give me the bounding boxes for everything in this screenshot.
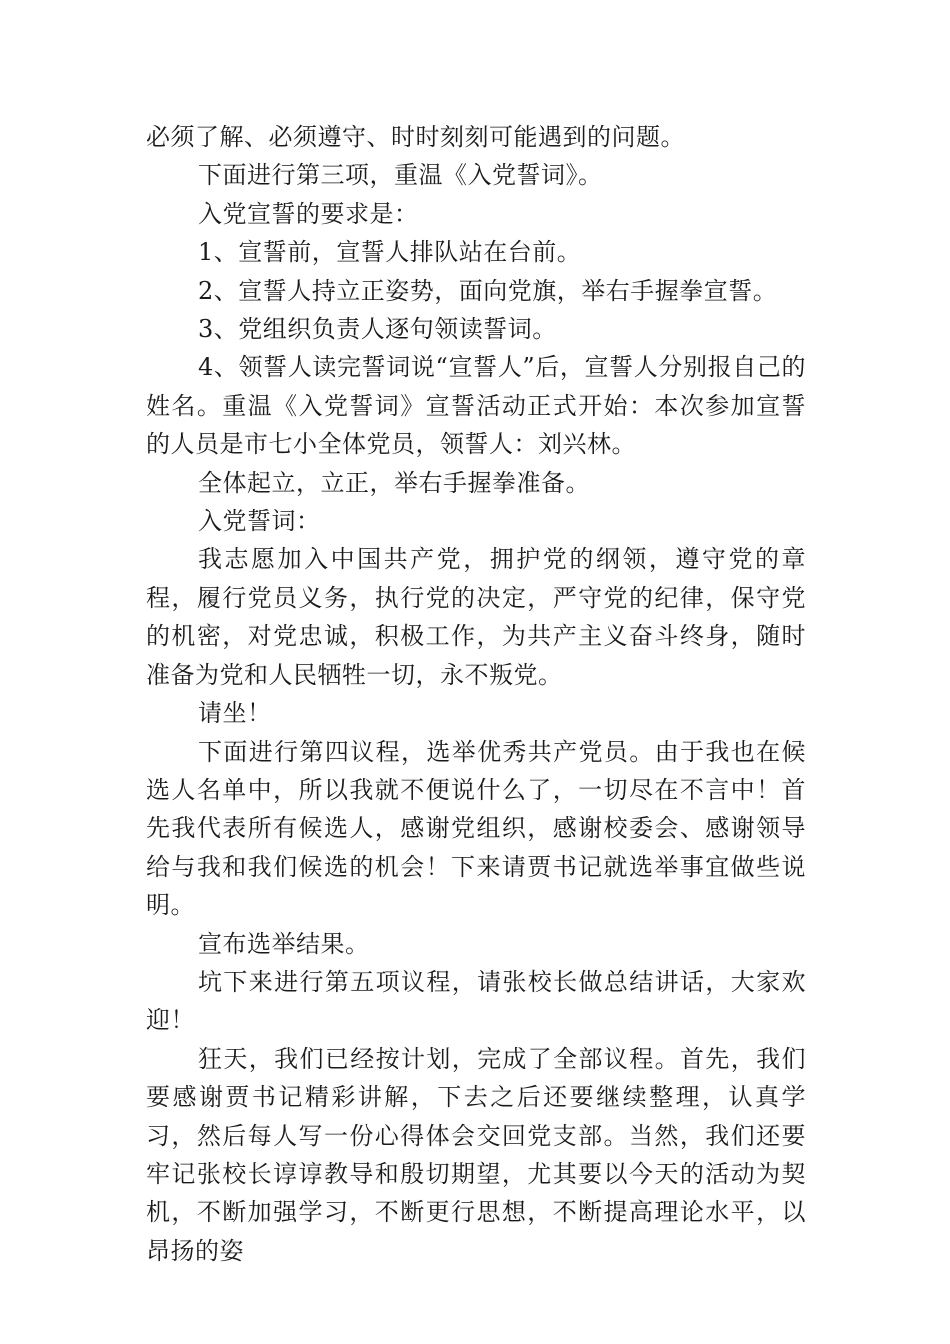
document-body bbox=[146, 118, 806, 1270]
paragraph: 坑下来进行第五项议程，请张校长做总结讲话，大家欢迎！ bbox=[146, 967, 806, 1035]
paragraph: 我志愿加入中国共产党，拥护党的纲领，遵守党的章程，履行党员义务，执行党的决定，严守党的纪律，保守党的机密，对党忠诚，积极工作，为共产主义奋斗终身，随时准备为党和人民牺牲一切，永不叛党。 bbox=[146, 545, 806, 689]
paragraph: 下面进行第四议程，选举优秀共产党员。由于我也在候选人名单中，所以我就不便说什么了，一切尽在不言中！首先我代表所有候选人，感谢党组织，感谢校委会、感谢领导给与我和我们候选的机会！下来请贾书记就选举事宜做些说明。 bbox=[146, 737, 806, 920]
paragraph: 2、宣誓人持立正姿势，面向党旗，举右手握拳宣誓。 bbox=[198, 276, 778, 305]
paragraph: 入党宣誓的要求是： bbox=[198, 199, 419, 228]
paragraph: 必须了解、必须遵守、时时刻刻可能遇到的问题。 bbox=[146, 123, 685, 151]
paragraph: 全体起立，立正，举右手握拳准备。 bbox=[198, 468, 590, 497]
paragraph: 3、党组织负责人逐句领读誓词。 bbox=[198, 315, 557, 344]
paragraph: 1、宣誓前，宣誓人排队站在台前。 bbox=[198, 238, 582, 267]
paragraph: 宣布选举结果。 bbox=[198, 929, 370, 958]
paragraph: 入党誓词： bbox=[198, 507, 321, 536]
paragraph: 下面进行第三项，重温《入党誓词》。 bbox=[198, 161, 603, 190]
paragraph: 狂天，我们已经按计划，完成了全部议程。首先，我们要感谢贾书记精彩讲解，下去之后还要继续整理，认真学习，然后每人写一份心得体会交回党支部。当然，我们还要牢记张校长谆谆教导和殷切期望，尤其要以今天的活动为契机，不断加强学习，不断更行思想，不断提高理论水平，以昂扬的姿 bbox=[146, 1044, 806, 1265]
paragraph: 请坐！ bbox=[198, 699, 272, 728]
paragraph: 4、领誓人读完誓词说“宣誓人”后，宣誓人分别报自己的姓名。重温《入党誓词》宣誓活动正式开始：本次参加宣誓的人员是市七小全体党员，领誓人：刘兴林。 bbox=[146, 353, 806, 459]
